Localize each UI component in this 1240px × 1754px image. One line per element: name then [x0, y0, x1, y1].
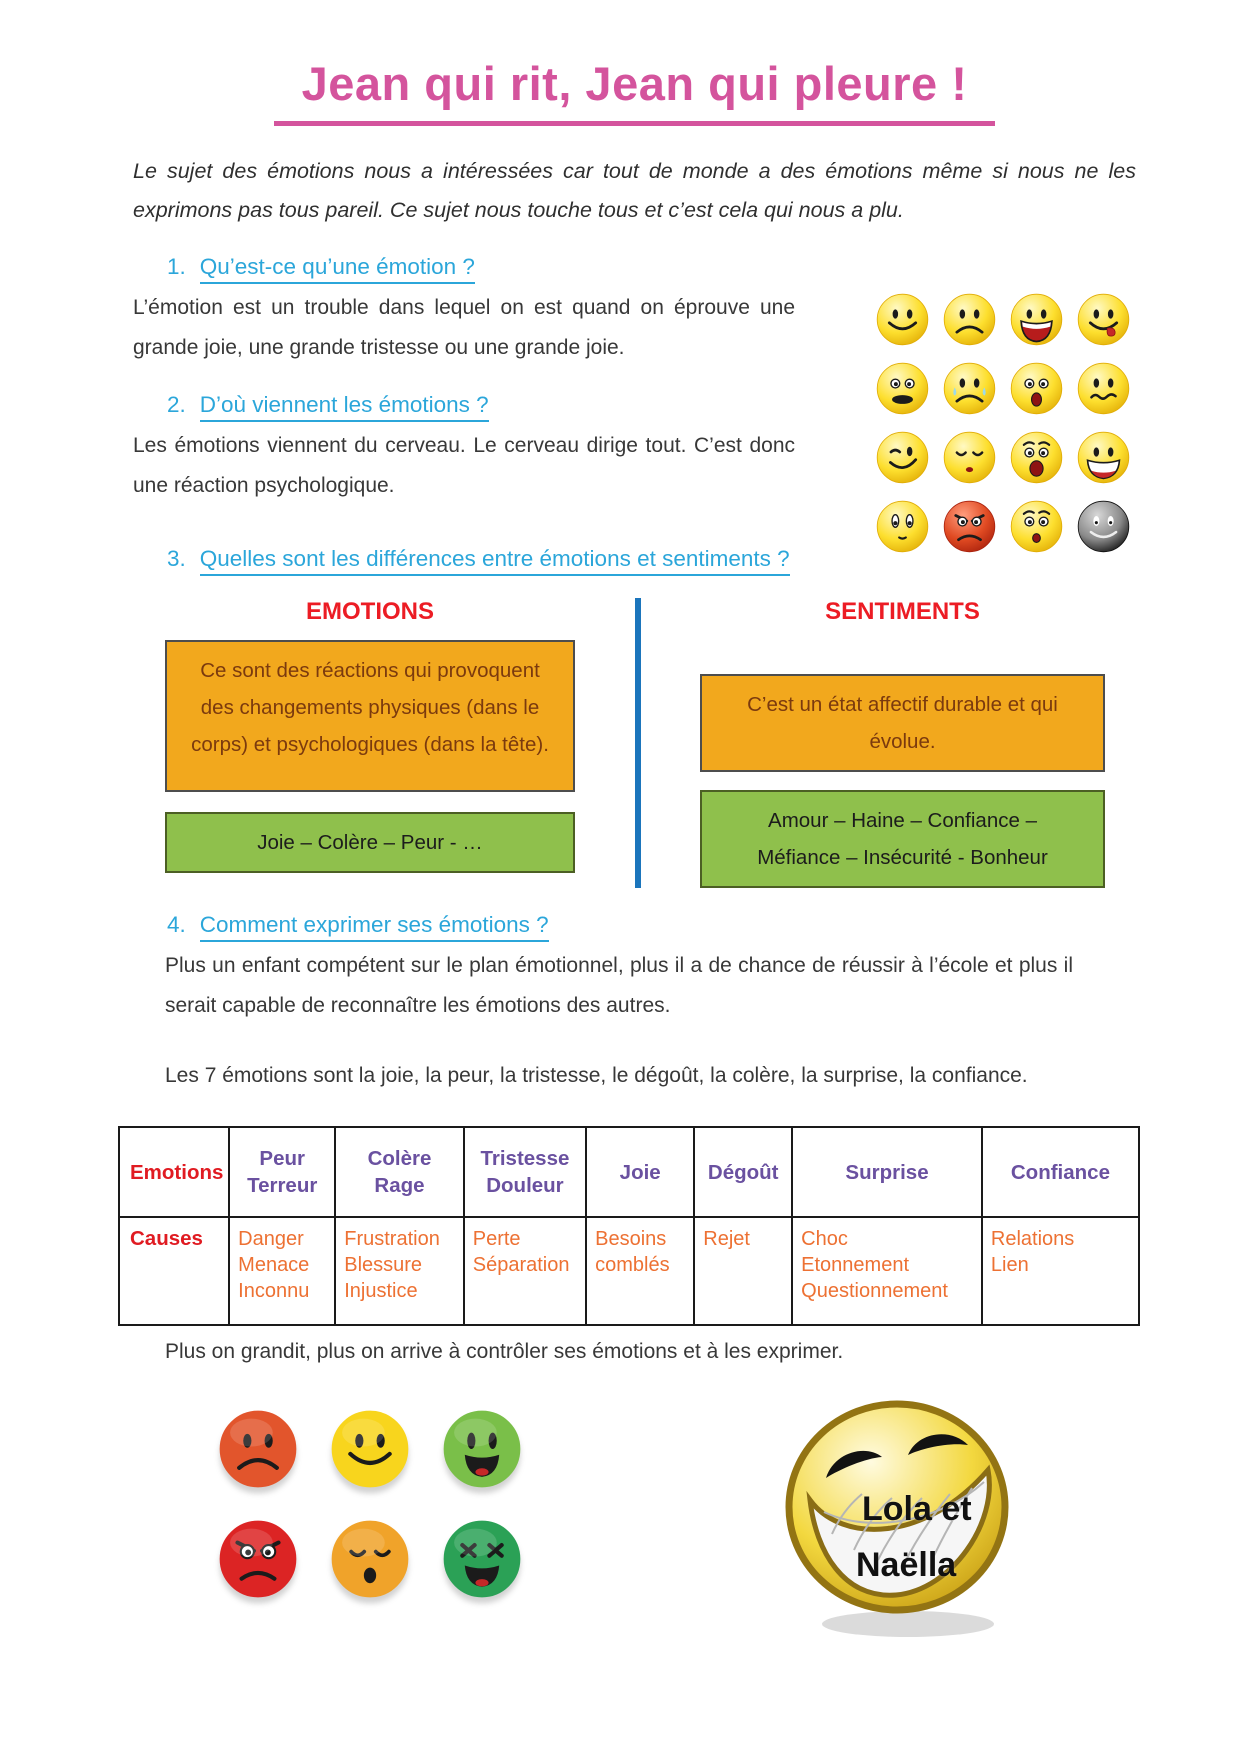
- happy-open-smiley-icon: [441, 1408, 523, 1490]
- section-4-body: Plus un enfant compétent sur le plan émotionnel, plus il a de chance de réussir à l’école et plus il serait capable de reconnaître les émotions des autres.: [165, 954, 1073, 1017]
- causes-cell: Choc Etonnement Questionnement: [792, 1217, 982, 1325]
- causes-cell: Relations Lien: [982, 1217, 1139, 1325]
- emotions-vs-sentiments-comparison: [165, 598, 1105, 888]
- section-1-heading: 1. Qu’est-ce qu’une émotion ?: [167, 254, 795, 280]
- angry-smiley-icon: [217, 1518, 299, 1600]
- section-1-number: 1.: [167, 254, 186, 279]
- signature-smiley-badge: [780, 1394, 1018, 1644]
- sad-smiley-icon: [217, 1408, 299, 1490]
- intro-paragraph: Le sujet des émotions nous a intéressées car tout de monde a des émotions même si nous ne les exprimons pas tous pareil. Ce sujet nous touche tous et c’est cela qui nous a plu.: [133, 159, 1136, 222]
- yawn-emoticon-icon: [1009, 430, 1064, 485]
- sentiments-column: [700, 598, 1105, 888]
- closing-sentence: Plus on grandit, plus on arrive à contrôler ses émotions et à les exprimer.: [165, 1340, 844, 1363]
- causes-cell: Rejet: [694, 1217, 792, 1325]
- section-2-body: Les émotions viennent du cerveau. Le cerveau dirige tout. C’est donc une réaction psychologique.: [133, 434, 795, 497]
- calm-smiley-icon: [329, 1518, 411, 1600]
- emoticon-grid-image: [875, 292, 1133, 554]
- emotions-examples-box: Joie – Colère – Peur - …: [165, 812, 575, 873]
- seven-emotions-paragraph: Les 7 émotions sont la joie, la peur, la tristesse, le dégoût, la colère, la surprise, la confiance.: [165, 1064, 1028, 1087]
- grin-emoticon-icon: [1076, 430, 1131, 485]
- signature-line-1: Lola et: [862, 1490, 972, 1528]
- section-4: [133, 912, 1136, 1096]
- emotion-header-cell: Surprise: [792, 1127, 982, 1217]
- section-2-number: 2.: [167, 392, 186, 417]
- section-4-number: 4.: [167, 912, 186, 937]
- sections-1-2-with-emoticons: [133, 254, 1136, 522]
- table-row-label-emotions: Emotions: [119, 1127, 229, 1217]
- worried-emoticon-icon: [1009, 499, 1064, 554]
- sleepy-emoticon-icon: [942, 430, 997, 485]
- smile-emoticon-icon: [875, 292, 930, 347]
- tongue-emoticon-icon: [1076, 292, 1131, 347]
- emotion-header-cell: Dégoût: [694, 1127, 792, 1217]
- emotions-causes-table: [118, 1126, 1140, 1326]
- emotion-header-cell: Peur Terreur: [229, 1127, 335, 1217]
- emotion-header-cell: Tristesse Douleur: [464, 1127, 586, 1217]
- section-3-heading: 3. Quelles sont les différences entre émotions et sentiments ?: [167, 546, 1136, 572]
- wink-emoticon-icon: [875, 430, 930, 485]
- table-row-label-causes: Causes: [119, 1217, 229, 1325]
- emotion-header-cell: Colère Rage: [335, 1127, 464, 1217]
- sad-emoticon-icon: [942, 292, 997, 347]
- laugh-squint-smiley-icon: [441, 1518, 523, 1600]
- shocked-emoticon-icon: [1009, 361, 1064, 416]
- angry-emoticon-icon: [942, 499, 997, 554]
- confused-emoticon-icon: [1076, 361, 1131, 416]
- vertical-divider: [575, 598, 700, 888]
- crying-emoticon-icon: [942, 361, 997, 416]
- section-4-heading: 4. Comment exprimer ses émotions ?: [167, 912, 1136, 938]
- laugh-emoticon-icon: [1009, 292, 1064, 347]
- emotion-header-cell: Joie: [586, 1127, 694, 1217]
- bottom-illustrations: [133, 1408, 1136, 1644]
- section-2-heading: 2. D’où viennent les émotions ?: [167, 392, 795, 418]
- section-3-number: 3.: [167, 546, 186, 571]
- emotion-header-cell: Confiance: [982, 1127, 1139, 1217]
- emotions-column-title: EMOTIONS: [305, 598, 434, 625]
- smile-smiley-icon: [329, 1408, 411, 1490]
- surprised-emoticon-icon: [875, 499, 930, 554]
- section-1-body: L’émotion est un trouble dans lequel on est quand on éprouve une grande joie, une grande tristesse ou une grande joie.: [133, 296, 795, 359]
- six-smileys-image: [217, 1408, 523, 1644]
- sentiments-examples-box: Amour – Haine – Confiance – Méfiance – Insécurité - Bonheur: [700, 790, 1105, 888]
- emotions-definition-box: Ce sont des réactions qui provoquent des changements physiques (dans le corps) et psychologiques (dans la tête).: [165, 640, 575, 792]
- sentiments-column-title: SENTIMENTS: [825, 598, 980, 625]
- page-title: Jean qui rit, Jean qui pleure !: [274, 56, 996, 126]
- sentiments-definition-box: C’est un état affectif durable et qui évolue.: [700, 674, 1105, 772]
- causes-cell: Perte Séparation: [464, 1217, 586, 1325]
- signature-line-2: Naëlla: [856, 1546, 957, 1584]
- scared-emoticon-icon: [875, 361, 930, 416]
- causes-cell: Frustration Blessure Injustice: [335, 1217, 464, 1325]
- emotions-column: [165, 598, 575, 888]
- causes-cell: Danger Menace Inconnu: [229, 1217, 335, 1325]
- causes-cell: Besoins comblés: [586, 1217, 694, 1325]
- cool-dark-emoticon-icon: [1076, 499, 1131, 554]
